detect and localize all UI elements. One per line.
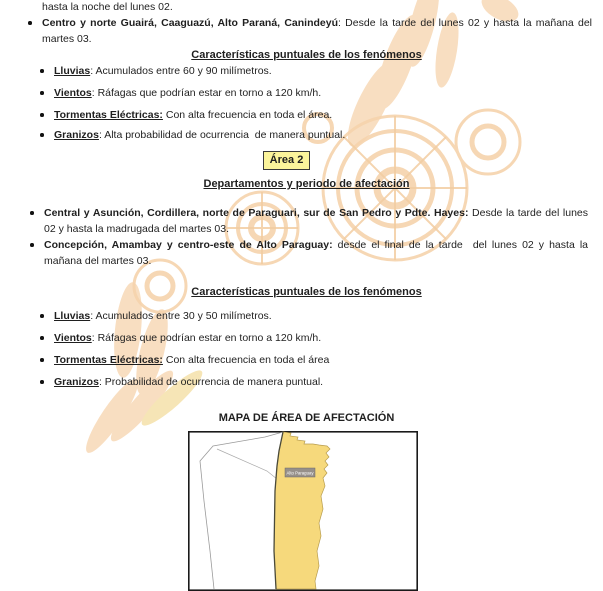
item-label: Vientos [54,87,92,99]
item-label: Lluvias [54,310,91,322]
department-period: : Desde la tarde del lunes 02 y hasta la mañana del martes 03. [42,17,595,45]
list-item-tormentas [38,107,594,123]
department-names: Concepción, Amambay y centro-este de Alto Paraguay: [44,239,333,251]
item-label: Tormentas Eléctricas: [54,109,163,121]
bullet-icon [40,133,44,137]
list-item-lluvias [38,308,594,324]
item-text: Ráfagas que podrían estar en torno a 120 km/h. [97,332,322,344]
department-period: desde el final de la tarde del lunes 02 y hasta la mañana del martes 03. [44,239,591,267]
item-text: Acumulados entre 30 y 50 milímetros. [95,310,272,322]
departments-heading: Departamentos y periodo de afectación [203,178,410,190]
list-item-granizos [38,127,594,143]
item-text: Con alta frecuencia en toda el área [165,354,330,366]
bullet-icon [40,336,44,340]
bullet-icon [40,69,44,73]
bullet-icon [30,243,34,247]
department-names: Centro y norte Guairá, Caaguazú, Alto Paraná, Canindeyú [42,17,339,29]
item-text: Con alta frecuencia en toda el área. [165,109,333,121]
item-label: Lluvias [54,65,91,77]
item-label: Tormentas Eléctricas: [54,354,163,366]
bullet-icon [40,358,44,362]
item-text: Ráfagas que podrían estar en torno a 120 km/h. [97,87,322,99]
department-bullet [26,205,591,237]
list-item-lluvias [38,63,594,79]
item-label: Granizos [54,376,99,388]
characteristics-heading-area2: Características puntuales de los fenómenos [191,286,422,298]
map-title: MAPA DE ÁREA DE AFECTACIÓN [218,412,395,424]
bullet-icon [30,211,34,215]
item-text: Acumulados entre 60 y 90 milímetros. [95,65,272,77]
continuation-line: hasta la noche del lunes 02. [42,1,173,13]
list-item-tormentas [38,352,594,368]
map-label-text: Alto Paraguay [286,470,314,476]
item-sep: : [91,332,98,344]
characteristics-heading-area1: Características puntuales de los fenómenos [191,49,422,61]
list-item-granizos [38,374,594,390]
department-bullet [26,237,591,269]
item-label: Granizos [54,129,99,141]
department-period: Desde la tarde del lunes 02 y hasta la madrugada del martes 03. [44,207,591,235]
bullet-icon [40,314,44,318]
bullet-icon [40,113,44,117]
list-item-vientos [38,330,594,346]
bullet-icon [28,21,32,25]
item-sep: : [98,129,105,141]
affectation-map [188,431,418,591]
item-sep: : [98,376,105,388]
area2-badge: Área 2 [263,151,310,170]
item-label: Vientos [54,332,92,344]
list-item-vientos [38,85,594,101]
item-sep: : [90,65,96,77]
item-sep: : [90,310,96,322]
item-text: Probabilidad de ocurrencia de manera puntual. [104,376,324,388]
bullet-icon [40,380,44,384]
department-bullet [24,15,595,47]
item-text: Alta probabilidad de ocurrencia de manera puntual. [104,129,346,141]
item-sep: : [91,87,98,99]
department-names: Central y Asunción, Cordillera, norte de Paraguari, sur de San Pedro y Pdte. Hayes: [44,207,469,219]
bullet-icon [40,91,44,95]
